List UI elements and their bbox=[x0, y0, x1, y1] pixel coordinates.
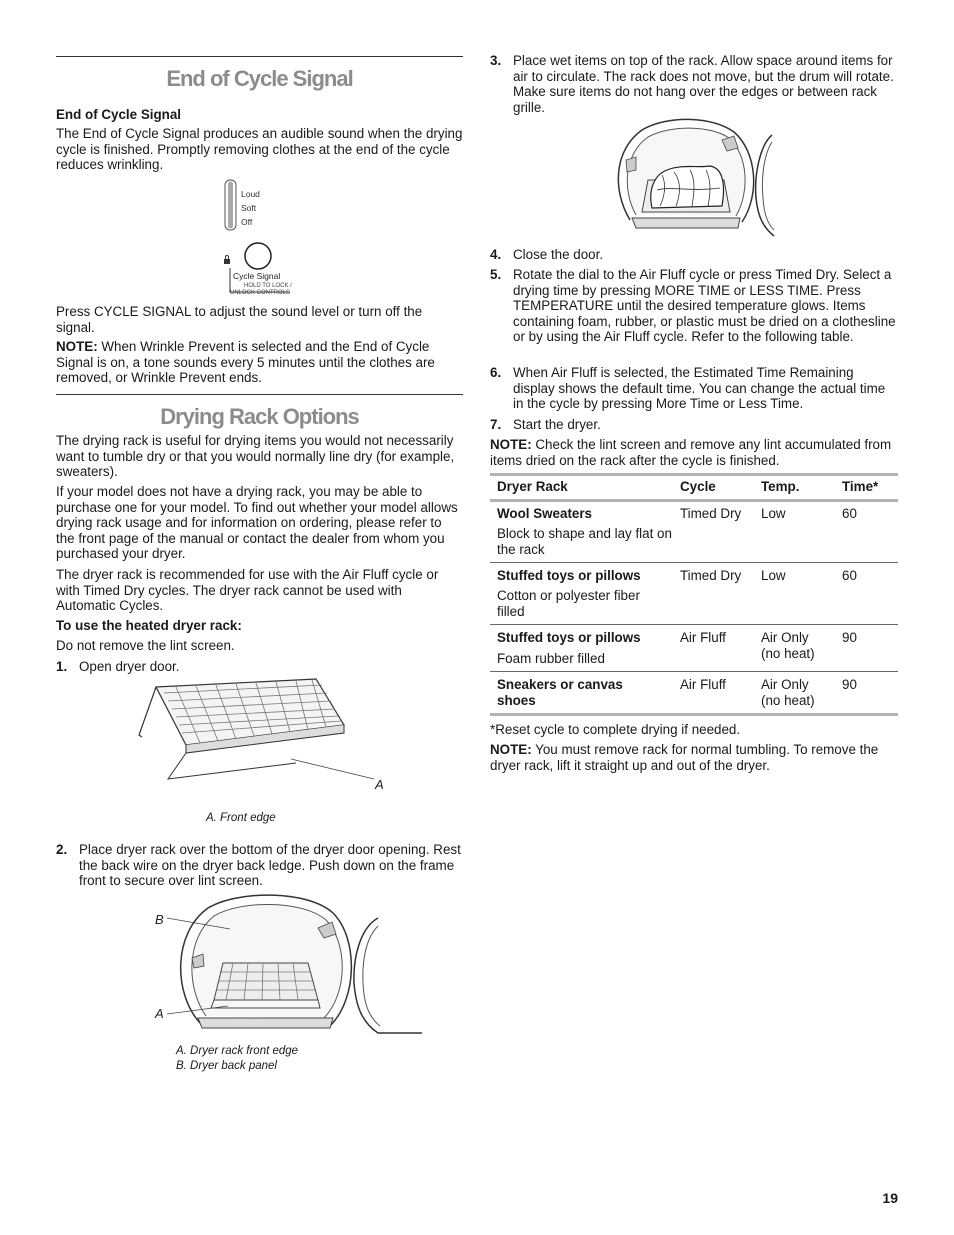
row-temp: Low bbox=[761, 506, 786, 521]
note-lint-screen bbox=[490, 437, 898, 468]
lint-screen-text: Do not remove the lint screen. bbox=[56, 638, 235, 653]
row-cycle: Air Fluff bbox=[680, 630, 726, 645]
back-panel-callout: B bbox=[155, 912, 164, 927]
header-time: Time* bbox=[842, 479, 879, 494]
note-remove-rack bbox=[490, 742, 898, 773]
rack-paragraph-1: The drying rack is useful for drying items you would not necessarily want to tumble dry or that you would normally line dry (for example, sweaters). bbox=[56, 433, 455, 480]
row-description: Cotton or polyester fiber filled bbox=[497, 588, 640, 619]
row-item: Stuffed toys or pillows bbox=[497, 568, 641, 583]
lock-icon bbox=[224, 256, 230, 265]
row-temp: Air Only (no heat) bbox=[761, 630, 815, 661]
step-number: 1. bbox=[56, 659, 68, 674]
note-text: Check the lint screen and remove any lint accumulated from items dried on the rack after the cycle is finished. bbox=[490, 437, 892, 468]
row-description: Block to shape and lay flat on the rack bbox=[497, 526, 672, 557]
note-text: When Wrinkle Prevent is selected and the End of Cycle Signal is on, a tone sounds every 5 minutes until the clothes are removed, or Wrinkle Prevent ends. bbox=[56, 339, 435, 386]
step-number: 7. bbox=[490, 417, 502, 432]
cycle-signal-button[interactable] bbox=[245, 243, 271, 269]
row-cycle: Air Fluff bbox=[680, 677, 726, 692]
header-dryer-rack: Dryer Rack bbox=[497, 479, 568, 494]
step-6-text: When Air Fluff is selected, the Estimated Time Remaining display shows the default time. You can change the actual time in the cycle by pressing More Time or Less Time. bbox=[513, 365, 886, 412]
header-temp: Temp. bbox=[761, 479, 800, 494]
note-label: NOTE: bbox=[56, 339, 98, 354]
loud-label: Loud bbox=[241, 189, 260, 199]
off-label: Off bbox=[241, 217, 253, 227]
intro-paragraph: The End of Cycle Signal produces an audible sound when the drying cycle is finished. Promptly removing clothes at the end of the cycle reduces wrinkling. bbox=[56, 126, 463, 173]
step-7-text: Start the dryer. bbox=[513, 417, 601, 432]
row-time: 60 bbox=[842, 568, 857, 583]
header-cycle: Cycle bbox=[680, 479, 716, 494]
step-number: 5. bbox=[490, 267, 502, 282]
row-temp: Air Only (no heat) bbox=[761, 677, 815, 708]
section-rule bbox=[56, 394, 463, 395]
row-description: Foam rubber filled bbox=[497, 651, 605, 666]
press-instruction: Press CYCLE SIGNAL to adjust the sound level or turn off the signal. bbox=[56, 304, 423, 335]
section-title-drying-rack: Drying Rack Options bbox=[160, 404, 359, 429]
subheading: End of Cycle Signal bbox=[56, 107, 182, 122]
row-item: Sneakers or canvas shoes bbox=[497, 677, 623, 708]
section-rule bbox=[56, 56, 463, 57]
row-cycle: Timed Dry bbox=[680, 506, 742, 521]
row-temp: Low bbox=[761, 568, 786, 583]
soft-label: Soft bbox=[241, 203, 257, 213]
step-3-text: Place wet items on top of the rack. Allow space around items for air to circulate. The rack does not move, but the drum will rotate. Make sure items do not hang over the edges or between rack grille. bbox=[513, 53, 894, 115]
note-label: NOTE: bbox=[490, 437, 532, 452]
note-text: You must remove rack for normal tumbling. To remove the dryer rack, lift it straight up and out of the dryer. bbox=[490, 742, 879, 773]
step-4-text: Close the door. bbox=[513, 247, 604, 262]
step-2-text: Place dryer rack over the bottom of the dryer door opening. Rest the back wire on the dryer back ledge. Push down on the frame front to secure over lint screen. bbox=[79, 842, 461, 889]
row-item: Wool Sweaters bbox=[497, 506, 593, 521]
unlock-controls-text: UNLOCK CONTROLS bbox=[230, 290, 291, 296]
footnote: *Reset cycle to complete drying if needed. bbox=[490, 722, 741, 737]
step-number: 4. bbox=[490, 247, 502, 262]
page-number: 19 bbox=[882, 1190, 898, 1206]
use-rack-heading: To use the heated dryer rack: bbox=[56, 618, 242, 633]
step-5-text: Rotate the dial to the Air Fluff cycle or press Timed Dry. Select a drying time by pressing MORE TIME or LESS TIME. Press TEMPERATURE until the desired temperature glows. Items containing foam, rubber, or plastic must be dried on a clothesline or by using the Air Fluff cycle. Refer to the following table. bbox=[513, 267, 896, 345]
cycle-signal-label: Cycle Signal bbox=[233, 271, 281, 281]
rack-paragraph-2: If your model does not have a drying rack, you may be able to purchase one for your model. To find out whether your model allows drying rack usage and for information on ordering, please refer to the front page of the manual or contact the dealer from whom you purchased your dryer. bbox=[56, 484, 458, 562]
dryer-drum-with-rack-illustration bbox=[148, 898, 378, 1048]
step-number: 2. bbox=[56, 842, 68, 857]
figure-2-caption-a: A. Dryer rack front edge bbox=[176, 1045, 299, 1057]
step-number: 6. bbox=[490, 365, 502, 380]
row-cycle: Timed Dry bbox=[680, 568, 742, 583]
figure-1-caption: A. Front edge bbox=[206, 812, 276, 824]
section-title-end-of-cycle: End of Cycle Signal bbox=[166, 66, 353, 91]
drying-rack-illustration bbox=[136, 675, 396, 795]
row-time: 90 bbox=[842, 677, 857, 692]
cycle-signal-panel-illustration bbox=[216, 178, 336, 298]
front-edge-callout: A bbox=[375, 777, 384, 792]
rack-paragraph-3: The dryer rack is recommended for use with the Air Fluff cycle or with Timed Dry cycles. The dryer rack cannot be used with Automatic Cycles. bbox=[56, 567, 439, 614]
rack-front-edge-callout: A bbox=[155, 1006, 164, 1021]
note-label: NOTE: bbox=[490, 742, 532, 757]
hold-to-lock-text: HOLD TO LOCK / bbox=[244, 283, 292, 289]
step-number: 3. bbox=[490, 53, 502, 68]
note-wrinkle-prevent bbox=[56, 339, 463, 386]
row-time: 60 bbox=[842, 506, 857, 521]
row-time: 90 bbox=[842, 630, 857, 645]
step-1-text: Open dryer door. bbox=[79, 659, 180, 674]
row-item: Stuffed toys or pillows bbox=[497, 630, 641, 645]
figure-2-caption-b: B. Dryer back panel bbox=[176, 1060, 277, 1072]
items-on-rack-illustration bbox=[612, 120, 782, 240]
